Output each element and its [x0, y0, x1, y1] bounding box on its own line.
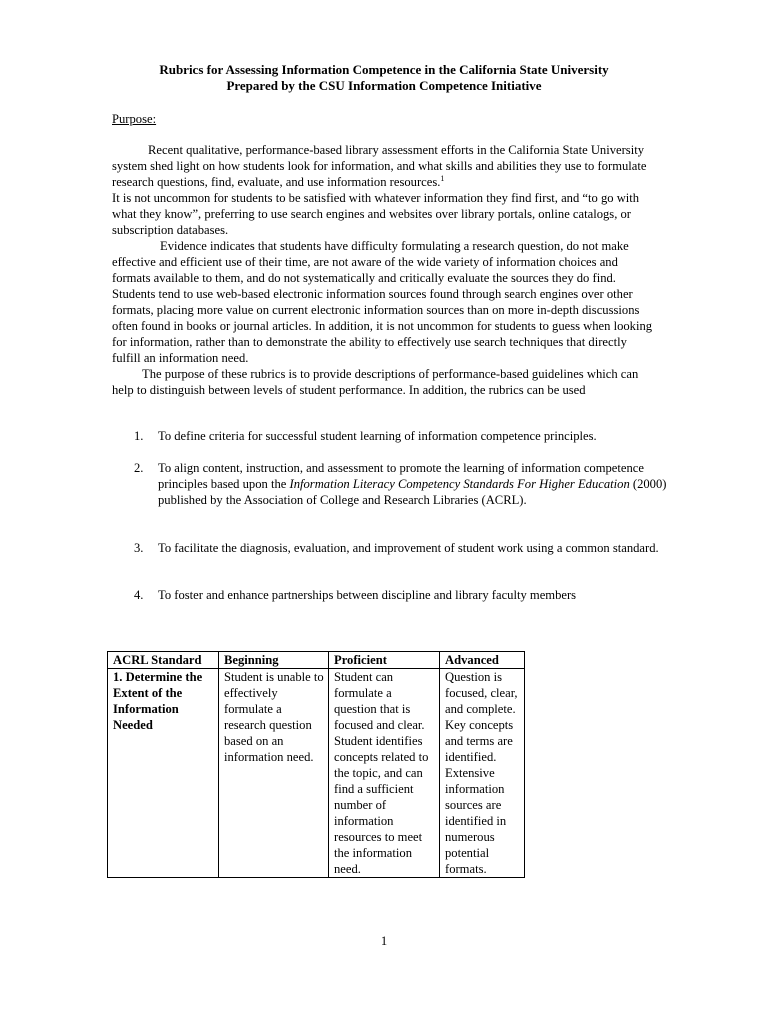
cell-advanced: Question is focused, clear, and complete. Key concepts and terms are identified. Extensive information sources are identified in numerous potential formats. [440, 669, 525, 878]
cell-standard: 1. Determine the Extent of the Information Needed [108, 669, 219, 878]
list-number: 2. [134, 461, 144, 475]
list-number: 1. [134, 429, 144, 443]
table-row [108, 669, 525, 878]
header-acrl-standard: ACRL Standard [108, 652, 219, 669]
rubric-table [107, 651, 525, 878]
document-title: Rubrics for Assessing Information Competence in the California State University [159, 62, 609, 77]
list-text-part: (2000) published by the Association of College and Research Libraries (ACRL). [158, 477, 667, 507]
list-text [158, 460, 668, 508]
paragraph-3: Evidence indicates that students have difficulty formulating a research question, do not make effective and efficient use of their time, are not aware of the wide variety of information choices and formats available to them, and do not systematically and critically evaluate the sources they do find. Students tend to use web-based electronic information sources found through search engines over other formats, placing more value on current electronic information sources than on more in-depth discussions often found in books or journal articles. In addition, it is not uncommon for students to guess when looking for information, rather than to demonstrate the ability to effectively use search techniques that directly fulfill an information need. [112, 239, 653, 365]
header-beginning: Beginning [219, 652, 329, 669]
list-text-title: Information Literacy Competency Standards For Higher Education [289, 477, 630, 491]
document-subtitle: Prepared by the CSU Information Competence Initiative [226, 78, 542, 93]
list-text: To define criteria for successful student learning of information competence principles. [158, 429, 597, 443]
list-text-part: To align content, instruction, and assessment to promote the learning of information competence principles based upon the [158, 461, 644, 491]
paragraph-1-text: Recent qualitative, performance-based library assessment efforts in the California State University system shed light on how students look for information, and what skills and abilities they use to formulate research questions, find, evaluate, and use information resources. [112, 143, 647, 189]
list-number: 4. [134, 588, 144, 602]
table-header-row [108, 652, 525, 669]
paragraph-4: The purpose of these rubrics is to provide descriptions of performance-based guidelines which can help to distinguish between levels of student performance. In addition, the rubrics can be used [112, 367, 639, 397]
cell-proficient: Student can formulate a question that is focused and clear. Student identifies concepts related to the topic, and can find a sufficient number of information resources to meet the information need. [329, 669, 440, 878]
purpose-body [112, 142, 656, 398]
cell-beginning: Student is unable to effectively formulate a research question based on an information need. [219, 669, 329, 878]
page-number: 1 [380, 934, 388, 948]
header-advanced: Advanced [440, 652, 525, 669]
footnote-marker: 1 [440, 173, 445, 183]
paragraph-1 [112, 142, 656, 190]
list-number: 3. [134, 541, 144, 555]
list-text: To facilitate the diagnosis, evaluation, and improvement of student work using a common standard. [158, 541, 659, 555]
purpose-heading: Purpose: [112, 112, 157, 126]
paragraph-2: It is not uncommon for students to be satisfied with whatever information they find first, and “to go with what they know”, preferring to use search engines and websites over library portals, online catalogs, or subscription databases. [112, 191, 640, 237]
header-proficient: Proficient [329, 652, 440, 669]
list-text: To foster and enhance partnerships between discipline and library faculty members [158, 588, 577, 602]
